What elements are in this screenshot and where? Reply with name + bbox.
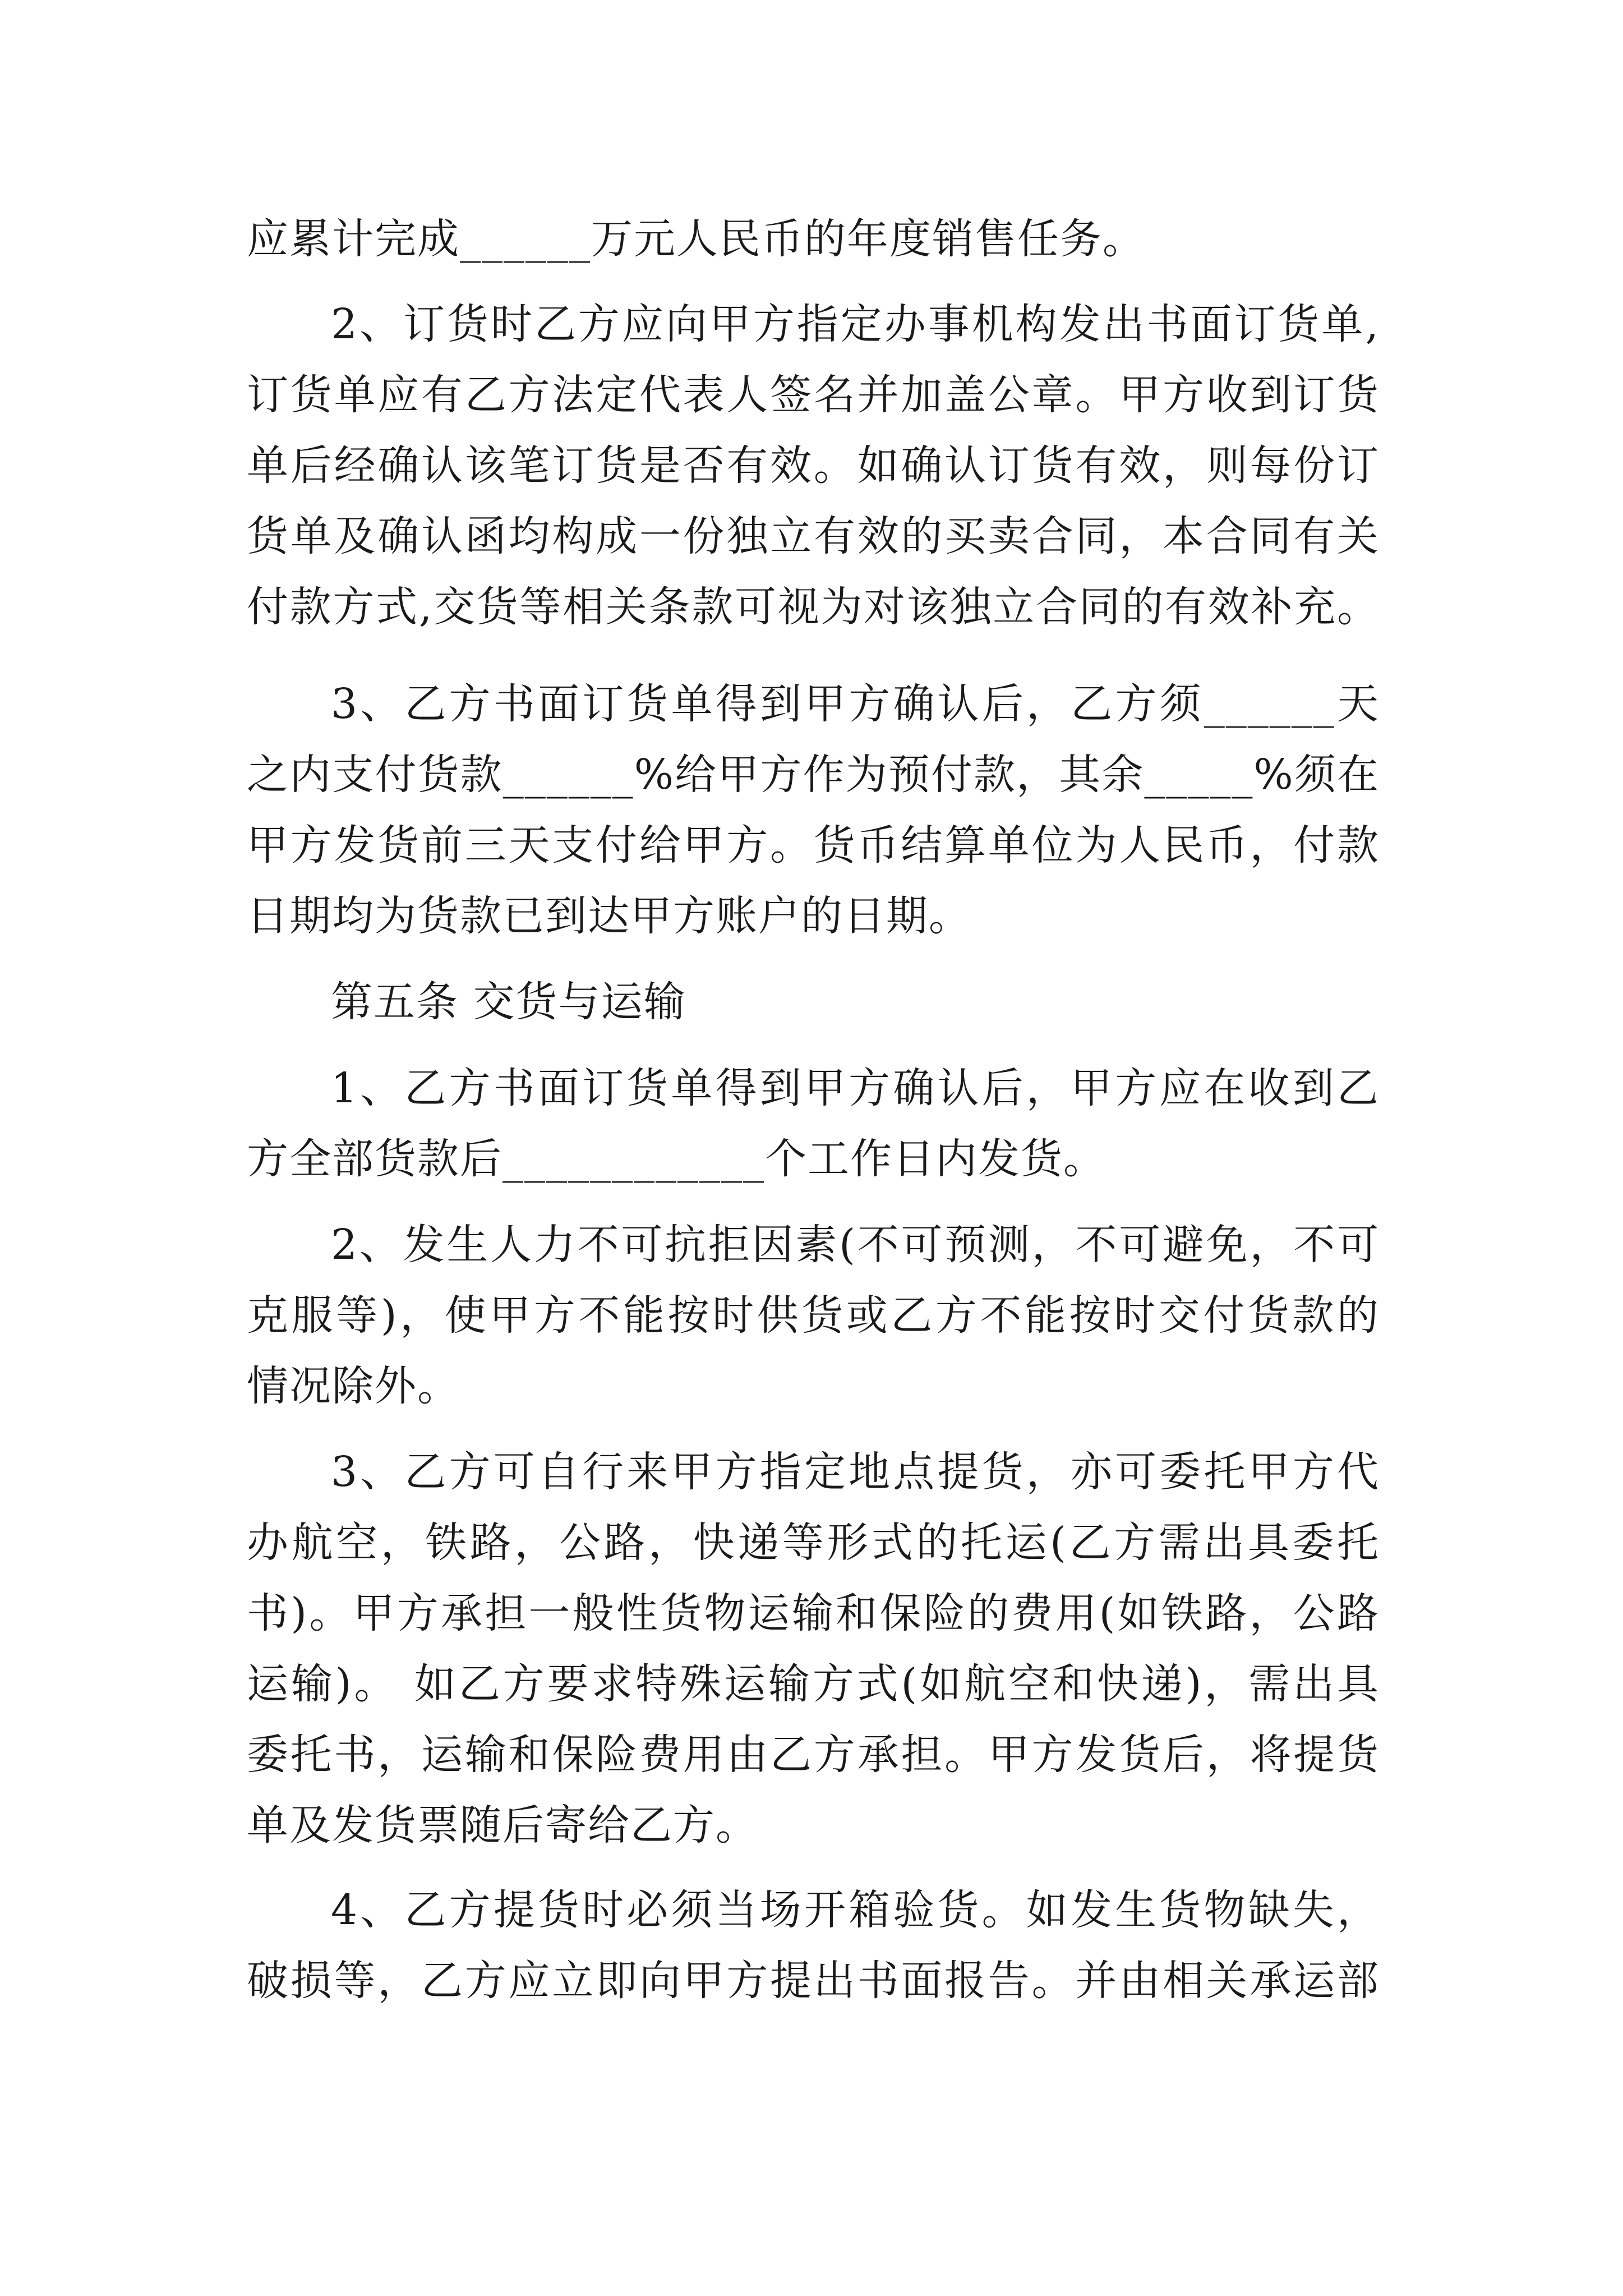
text-line: 日期均为货款已到达甲方账户的日期。 xyxy=(247,892,971,940)
text-line: 单及发货票随后寄给乙方。 xyxy=(247,1801,758,1849)
text-line: 办航空，铁路，公路，快递等形式的托运(乙方需出具委托 xyxy=(247,1519,1380,1567)
text-line: 克服等)，使甲方不能按时供货或乙方不能按时交付货款的 xyxy=(247,1291,1380,1340)
text-line: 应累计完成______万元人民币的年度销售任务。 xyxy=(247,215,1145,263)
text-line: 书)。甲方承担一般性货物运输和保险的费用(如铁路，公路 xyxy=(247,1589,1380,1637)
section-heading: 第五条 交货与运输 xyxy=(331,978,686,1026)
text-line: 单后经确认该笔订货是否有效。如确认订货有效，则每份订 xyxy=(247,441,1380,490)
text-line: 付款方式,交货等相关条款可视为对该独立合同的有效补充。 xyxy=(247,583,1380,631)
text-line: 情况除外。 xyxy=(247,1362,460,1410)
text-line: 委托书，运输和保险费用由乙方承担。甲方发货后，将提货 xyxy=(247,1731,1380,1779)
text-line: 2、订货时乙方应向甲方指定办事机构发出书面订货单, xyxy=(331,300,1380,348)
text-line: 破损等，乙方应立即向甲方提出书面报告。并由相关承运部 xyxy=(247,1957,1380,2005)
text-line: 3、乙方书面订货单得到甲方确认后，乙方须______天 xyxy=(331,680,1380,728)
text-line: 2、发生人力不可抗拒因素(不可预测，不可避免，不可 xyxy=(331,1221,1380,1269)
text-line: 之内支付货款______%给甲方作为预付款，其余_____%须在 xyxy=(247,751,1380,799)
text-line: 订货单应有乙方法定代表人签名并加盖公章。甲方收到订货 xyxy=(247,371,1380,419)
text-line: 3、乙方可自行来甲方指定地点提货，亦可委托甲方代 xyxy=(331,1448,1380,1496)
text-line: 甲方发货前三天支付给甲方。货币结算单位为人民币，付款 xyxy=(247,821,1380,869)
text-line: 货单及确认函均构成一份独立有效的买卖合同，本合同有关 xyxy=(247,512,1380,560)
text-line: 方全部货款后____________个工作日内发货。 xyxy=(247,1135,1106,1183)
text-line: 4、乙方提货时必须当场开箱验货。如发生货物缺失， xyxy=(331,1886,1380,1934)
text-line: 1、乙方书面订货单得到甲方确认后，甲方应在收到乙 xyxy=(331,1064,1380,1112)
text-line: 运输)。 如乙方要求特殊运输方式(如航空和快递)，需出具 xyxy=(247,1660,1380,1708)
